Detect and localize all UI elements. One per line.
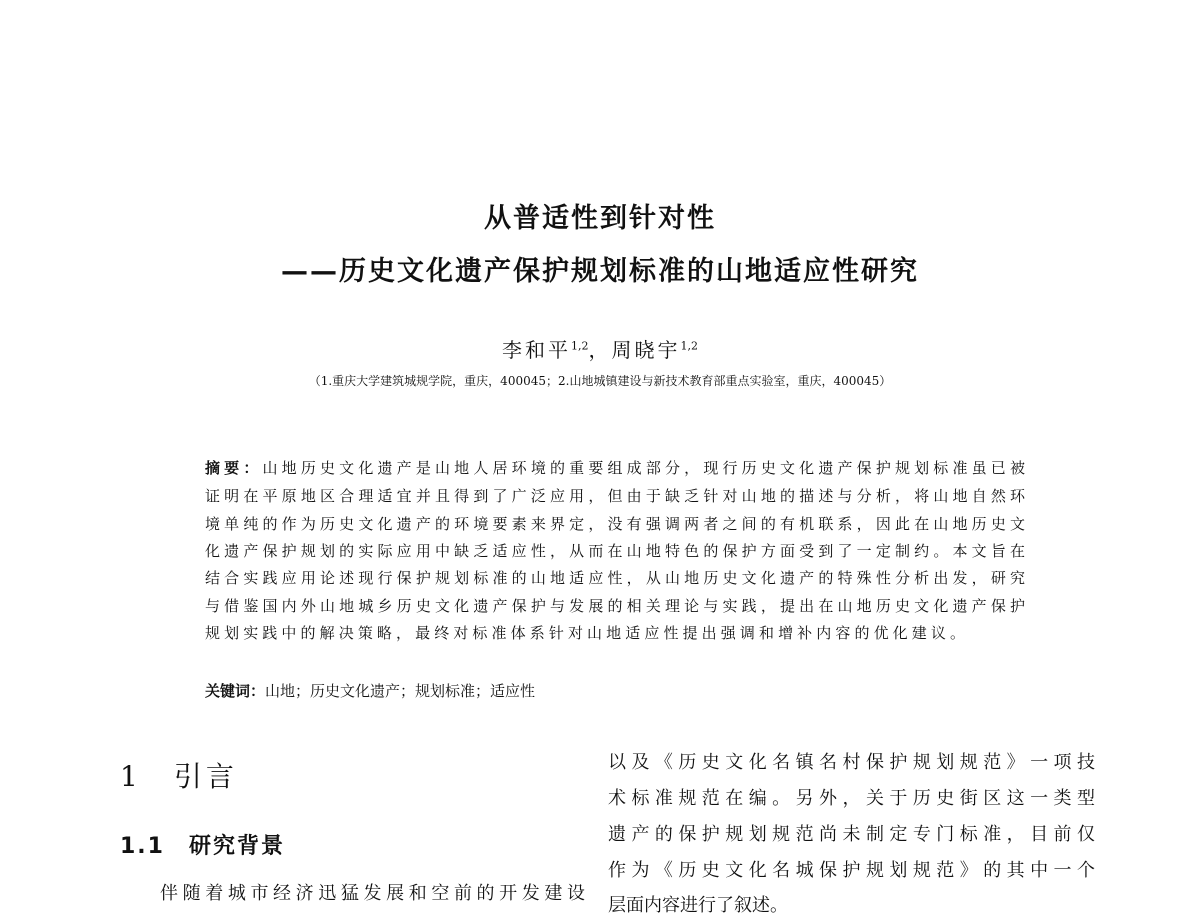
author-name: 李和平 [502, 338, 571, 362]
abstract-line: 境单纯的作为历史文化遗产的环境要素来界定，没有强调两者之间的有机联系，因此在山地历史文 [205, 515, 1025, 533]
author-affiliation-mark: 1,2 [571, 339, 589, 353]
abstract-label: 摘要： [205, 459, 263, 477]
abstract-line: 规划实践中的解决策略，最终对标准体系针对山地适应性提出强调和增补内容的优化建议。 [205, 624, 965, 642]
abstract-line: 证明在平原地区合理适宜并且得到了广泛应用，但由于缺乏针对山地的描述与分析，将山地自然环 [205, 487, 1025, 505]
author-separator: ， [588, 338, 612, 362]
keywords [205, 680, 535, 701]
paper-subtitle: ——历史文化遗产保护规划标准的山地适应性研究 [281, 256, 919, 287]
body-line: 遗产的保护规划规范尚未制定专门标准，目前仅 [608, 824, 1095, 845]
body-line: 术标准规范在编。另外，关于历史街区这一类型 [608, 788, 1095, 809]
subsection-heading: 1.1 研究背景 [120, 834, 285, 859]
keywords-text: 山地；历史文化遗产；规划标准；适应性 [265, 682, 536, 700]
affiliation: （1.重庆大学建筑城规学院，重庆，400045；2.山地城镇建设与新技术教育部重点实验室，重庆，400045） [308, 374, 892, 388]
keywords-label: 关键词： [205, 682, 266, 700]
abstract-line [205, 457, 1025, 478]
abstract-line: 结合实践应用论述现行保护规划标准的山地适应性，从山地历史文化遗产的特殊性分析出发，研究 [205, 569, 1025, 587]
authors [0, 334, 1200, 363]
paper-title: 从普适性到针对性 [484, 203, 716, 234]
abstract-line: 化遗产保护规划的实际应用中缺乏适应性，从而在山地特色的保护方面受到了一定制约。本文旨在 [205, 542, 1025, 560]
body-line: 以及《历史文化名镇名村保护规划规范》一项技 [608, 752, 1095, 773]
section-heading: 1 引言 [120, 760, 238, 793]
body-paragraph: 伴随着城市经济迅猛发展和空前的开发建设 [160, 883, 585, 904]
author-affiliation-mark: 1,2 [680, 339, 698, 353]
body-line: 作为《历史文化名城保护规划规范》的其中一个 [608, 860, 1095, 881]
author-name: 周晓宇 [611, 338, 681, 362]
body-line: 层面内容进行了叙述。 [608, 895, 788, 916]
abstract-text: 山地历史文化遗产是山地人居环境的重要组成部分，现行历史文化遗产保护规划标准虽已被 [262, 459, 1025, 477]
abstract-line: 与借鉴国内外山地城乡历史文化遗产保护与发展的相关理论与实践，提出在山地历史文化遗产保护 [205, 597, 1025, 615]
